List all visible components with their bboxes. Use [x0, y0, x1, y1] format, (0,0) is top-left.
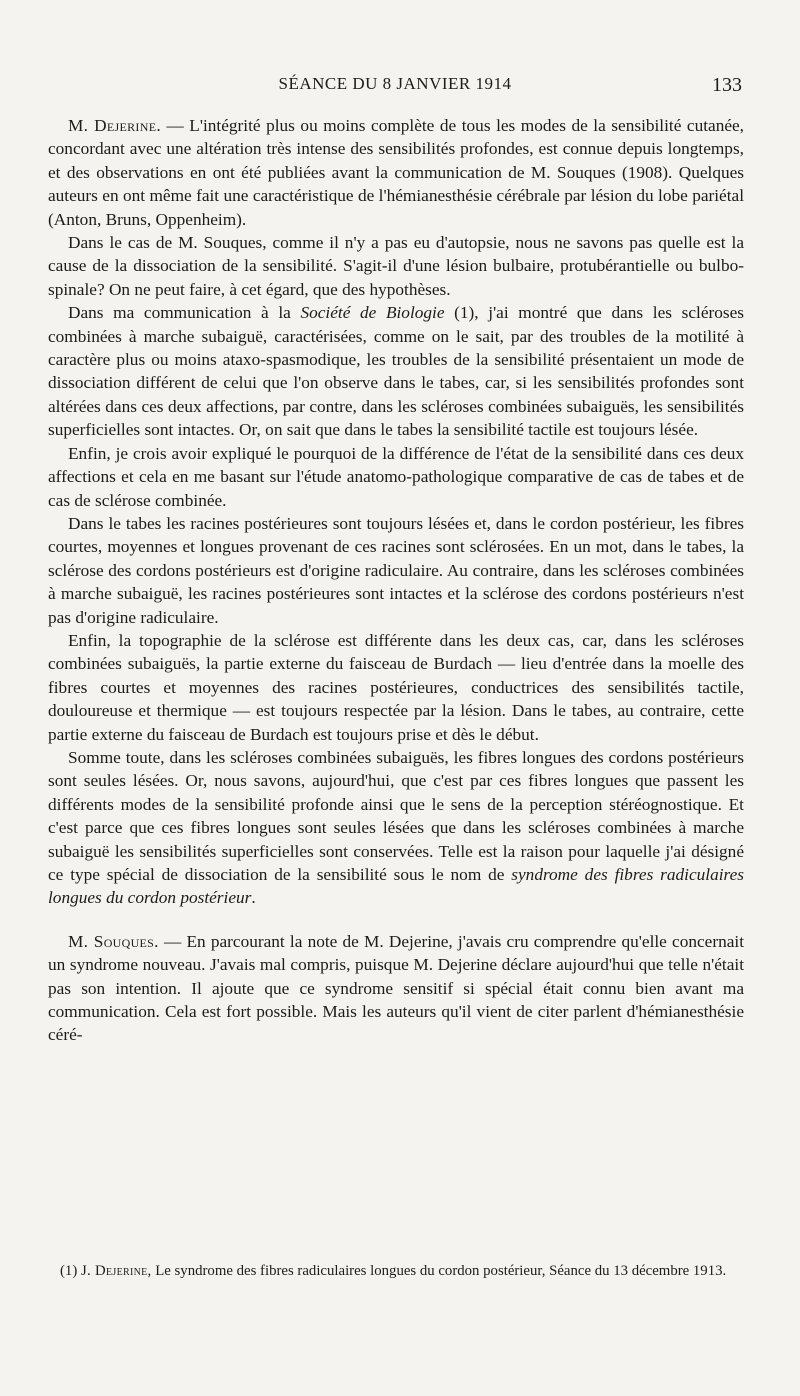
paragraph-topography: Enfin, la topographie de la sclérose est différente dans les deux cas, car, dans les scléroses combinées subaiguës, la partie externe du faisceau de Burdach — lieu d'entrée dans la moelle des fibres courtes et moyennes des racines postérieures, conductrices des sensibilités tactile, douloureuse et thermique — est toujours respectée par la lésion. Dans le tabes, au contraire, cette partie externe du faisceau de Burdach est toujours prise et dès le début.	[48, 630, 744, 744]
paragraph-tabes: Dans le tabes les racines postérieures sont toujours lésées et, dans le cordon postérieur, les fibres courtes, moyennes et longues provenant de ces racines sont sclérosées. En un mot, dans le tabes, la sclérose des cordons postérieurs est d'origine radiculaire. Au contraire, dans les scléroses combinées à marche subaiguë, les racines postérieures sont intactes et la sclérose des cordons postérieurs n'est pas d'origine radiculaire.	[48, 513, 744, 627]
journal-title: Société de Biologie	[300, 303, 445, 323]
footnote	[48, 1262, 744, 1281]
paragraph-text: Somme toute, dans les scléroses combinées subaiguës, les fibres longues des cordons postérieurs sont seules lésées. Or, nous savons, aujourd'hui, que c'est par ces fibres longues que passent les différents modes de la sensibilité profonde ainsi que le sens de la perception stéréognostique. Et c'est parce que ces fibres longues sont seules lésées que dans les scléroses combinées à marche subaiguë les sensibilités superficielles sont conservées. Telle est la raison pour laquelle j'ai désigné ce type spécial de dissociation de la sensibilité sous le nom de	[48, 747, 744, 884]
paragraph-souques-case: Dans le cas de M. Souques, comme il n'y a pas eu d'autopsie, nous ne savons pas quelle est la cause de la dissociation de la sensibilité. S'agit-il d'une lésion bulbaire, protubérantielle ou bulbo-spinale? On ne peut faire, à cet égard, que des hypothèses.	[48, 233, 744, 299]
footnote-marker: (1)	[60, 1263, 81, 1279]
page-header	[48, 74, 742, 102]
speaker-name: M. Souques.	[68, 931, 159, 951]
paragraph-text: (1), j'ai montré que dans les scléroses combinées à marche subaiguë, caractérisées, comme on le sait, par des troubles de la motilité à caractère plus ou moins ataxo-spasmodique, les troubles de la sensibilité présentaient un mode de dissociation différent de celui que l'on observe dans le tabes, car, si les sensibilités profondes sont altérées dans ces deux affections, par contre, dans les scléroses combinées subaiguës, les sensibilités superficielles sont intactes. Or, on sait que dans le tabes la sensibilité tactile est toujours lésée.	[48, 303, 744, 440]
paragraph-communication	[48, 301, 744, 441]
speaker-name: M. Dejerine.	[68, 116, 161, 135]
paragraph-text: Dans ma communication à la	[68, 303, 301, 323]
footnote-author: J. Dejerine,	[80, 1263, 152, 1279]
paragraph-text: — En parcourant la note de M. Dejerine, j'avais cru comprendre qu'elle concernait un syndrome nouveau. J'avais mal compris, puisque M. Dejerine déclare aujourd'hui que telle n'était pas son intention. Il ajoute que ce syndrome sensitif si spécial était connu bien avant ma communication. Cela est fort possible. Mais les auteurs qu'il vient de citer parlent d'hémianesthésie céré-	[48, 931, 744, 1045]
paragraph-explanation: Enfin, je crois avoir expliqué le pourquoi de la différence de l'état de la sensibilité dans ces deux affections et cela en me basant sur l'étude anatomo-pathologique comparative de cas de tabes et de cas de sclérose combinée.	[48, 443, 744, 510]
body-text	[48, 114, 744, 1047]
paragraph-text: — L'intégrité plus ou moins complète de tous les modes de la sensibilité cutanée, concordant avec une altération très intense des sensibilités profondes, est connue depuis longtemps, et des observations en ont été publiées avant la communication de M. Souques (1908). Quelques auteurs en ont même fait une caractéristique de l'hémianesthésie cérébrale par lésion du lobe pariétal (Anton, Bruns, Oppenheim).	[48, 116, 744, 229]
footnote-text	[48, 1262, 744, 1281]
paragraph-dejerine-intro	[48, 114, 744, 231]
syndrome-name: syndrome des fibres radiculaires longues du cordon postérieur	[48, 865, 744, 908]
paragraph-souques-reply	[48, 930, 744, 1047]
paragraph-text: .	[251, 888, 256, 908]
page-number: 133	[712, 74, 742, 96]
running-title: SÉANCE DU 8 JANVIER 1914	[278, 74, 512, 93]
footnote-body: Le syndrome des fibres radiculaires longues du cordon postérieur, Séance du 13 décembre 1913.	[151, 1263, 727, 1279]
paragraph-conclusion	[48, 746, 744, 910]
